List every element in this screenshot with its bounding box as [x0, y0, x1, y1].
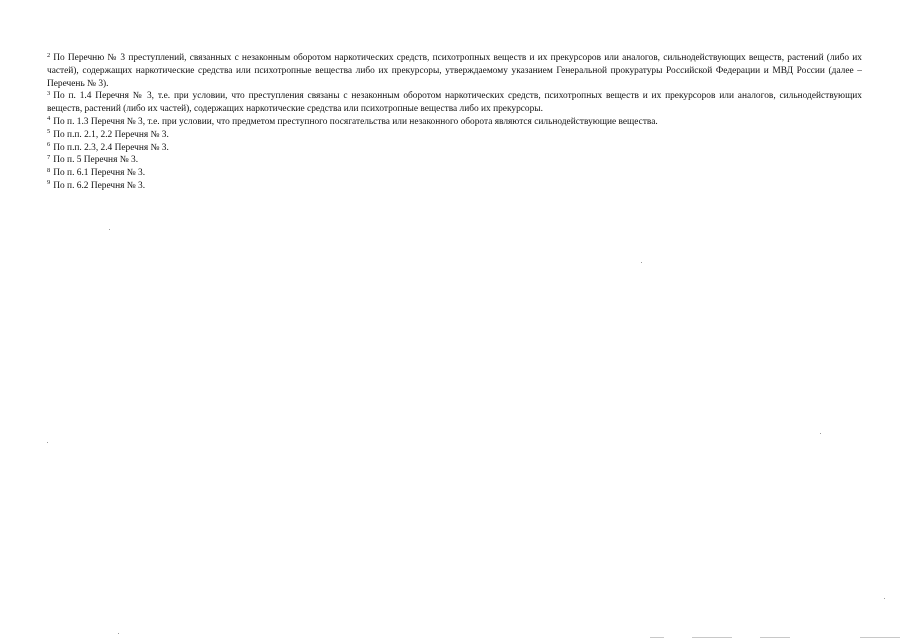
- scan-speck: [47, 442, 48, 443]
- footnote-marker: 8: [47, 166, 51, 174]
- footnote-text: По Перечню № 3 преступлений, связанных с незаконным оборотом наркотических средств, психотропных веществ и их прекурсоров или аналогов, сильнодействующих веществ, растений (либо их частей), содержащих наркотические средства или психотропные вещества либо их прекурсоры, утверждаемому указанием Генеральной прокуратуры Российской Федерации и МВД России (далее – Перечень № 3).: [47, 53, 862, 89]
- scan-speck: [641, 262, 642, 263]
- footnote-6: [47, 142, 862, 155]
- footnote-marker: 5: [47, 128, 51, 136]
- scan-edge-line: [860, 637, 900, 638]
- footnote-text: По п.п. 2.1, 2.2 Перечня № 3.: [53, 129, 169, 140]
- footnote-marker: 4: [47, 115, 51, 123]
- footnote-8: [47, 167, 862, 180]
- footnote-text: По п. 6.1 Перечня № 3.: [53, 168, 146, 179]
- scan-speck: [109, 229, 110, 230]
- footnote-5: [47, 129, 862, 142]
- footnote-marker: 9: [47, 179, 51, 187]
- scan-speck: [820, 433, 821, 434]
- scan-speck: [884, 598, 885, 599]
- footnote-text: По п.п. 2.3, 2.4 Перечня № 3.: [53, 142, 169, 153]
- scan-edge-line: [692, 637, 732, 638]
- footnote-text: По п. 5 Перечня № 3.: [53, 155, 139, 166]
- footnote-3: [47, 90, 862, 116]
- footnote-4: [47, 116, 862, 129]
- scan-edge-line: [650, 637, 664, 638]
- footnote-2: [47, 52, 862, 90]
- scan-speck: [118, 633, 119, 634]
- footnote-9: [47, 180, 862, 193]
- footnote-marker: 6: [47, 141, 51, 149]
- footnotes-block: [47, 52, 862, 193]
- footnote-marker: 7: [47, 153, 51, 161]
- footnote-text: По п. 6.2 Перечня № 3.: [53, 180, 146, 191]
- footnote-text: По п. 1.4 Перечня № 3, т.е. при условии, что преступления связаны с незаконным оборотом наркотических средств, психотропных веществ и их прекурсоров или аналогов, сильнодействующих веществ, растений (либо их частей), содержащих наркотические средства или психотропные вещества либо их прекурсоры.: [47, 91, 862, 115]
- scan-edge-line: [760, 637, 790, 638]
- footnote-text: По п. 1.3 Перечня № 3, т.е. при условии, что предметом преступного посягательства или незаконного оборота являются сильнодействующие вещества.: [53, 116, 658, 127]
- footnote-marker: 3: [47, 89, 51, 97]
- footnote-marker: 2: [47, 51, 51, 59]
- footnote-7: [47, 154, 862, 167]
